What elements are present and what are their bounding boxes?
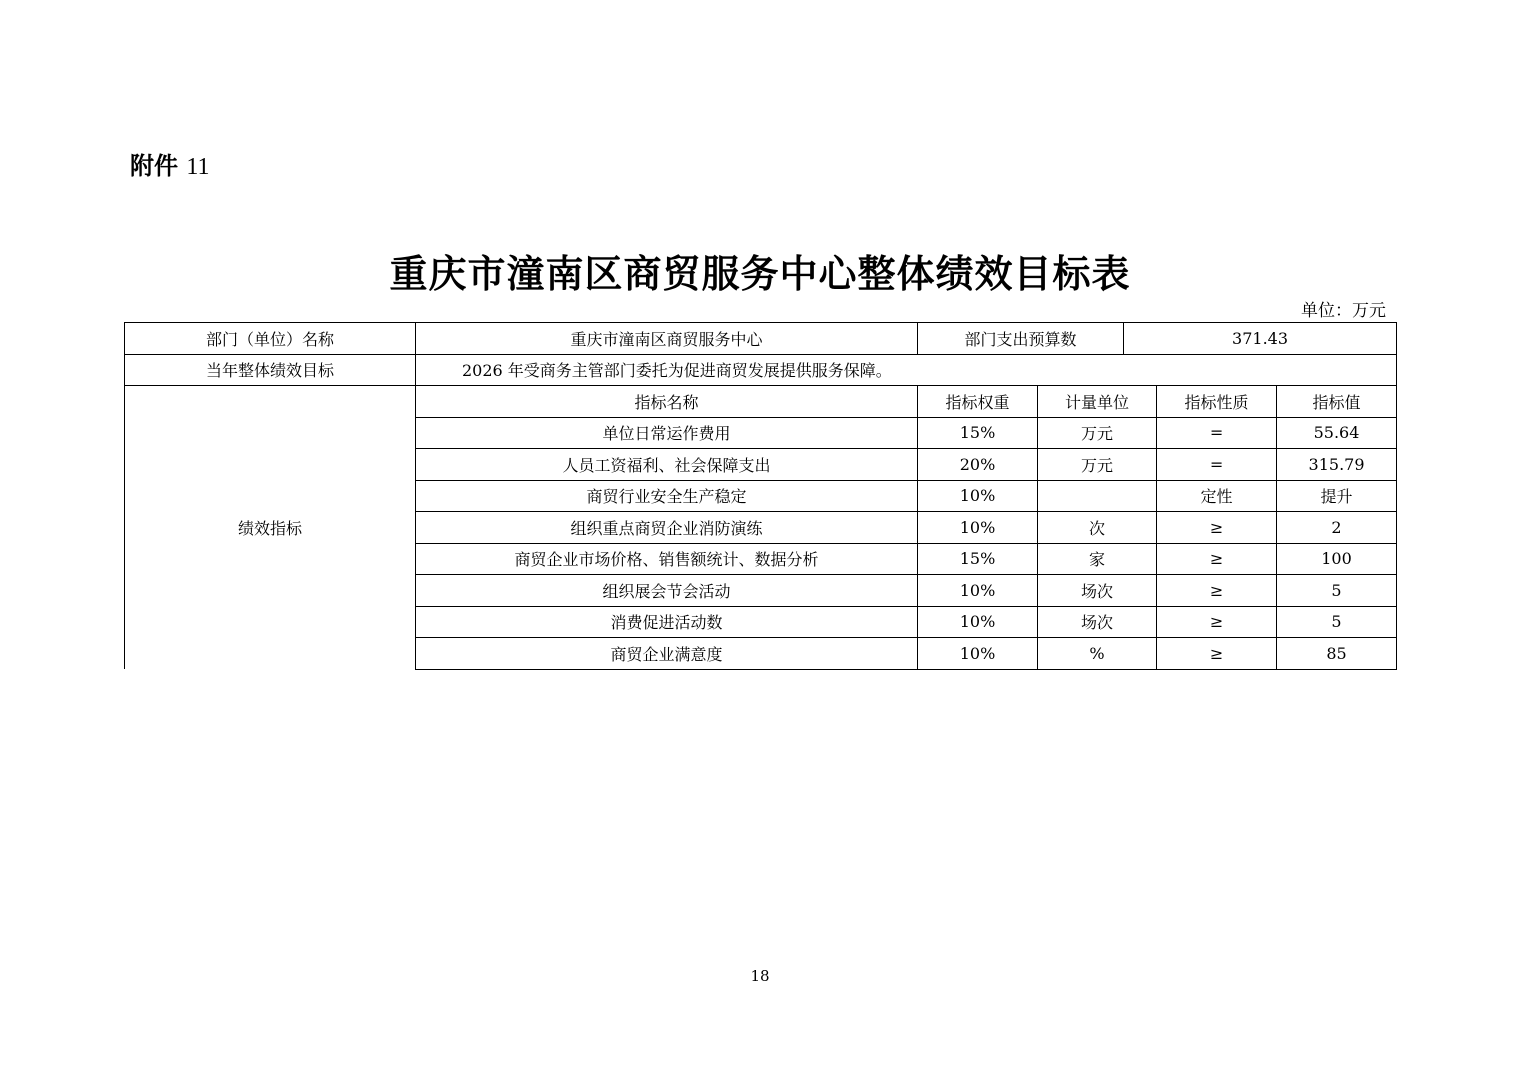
header-unit: 计量单位	[1038, 386, 1157, 418]
goal-value: 2026 年受商务主管部门委托为促进商贸发展提供服务保障。	[416, 354, 1397, 386]
attachment-label	[130, 146, 209, 181]
indicator-name: 商贸企业满意度	[416, 638, 918, 670]
indicator-name: 单位日常运作费用	[416, 417, 918, 449]
indicator-section-label: 绩效指标	[125, 386, 416, 670]
indicator-name: 商贸行业安全生产稳定	[416, 480, 918, 512]
indicator-value: 5	[1277, 606, 1397, 638]
indicator-nature: 定性	[1157, 480, 1277, 512]
indicator-header-row	[125, 386, 1397, 418]
indicator-unit: 场次	[1038, 606, 1157, 638]
page-number: 18	[750, 967, 770, 985]
indicator-unit: %	[1038, 638, 1157, 670]
indicator-weight: 20%	[918, 449, 1038, 481]
indicator-name: 组织展会节会活动	[416, 575, 918, 607]
indicator-weight: 10%	[918, 512, 1038, 544]
indicator-weight: 10%	[918, 480, 1038, 512]
unit-note: 单位：万元	[1301, 301, 1386, 321]
attachment-text: 附件	[130, 152, 178, 180]
indicator-nature: ≥	[1157, 543, 1277, 575]
indicator-nature: ≥	[1157, 638, 1277, 670]
indicator-weight: 10%	[918, 638, 1038, 670]
indicator-name: 商贸企业市场价格、销售额统计、数据分析	[416, 543, 918, 575]
indicator-name: 人员工资福利、社会保障支出	[416, 449, 918, 481]
goal-row	[125, 354, 1397, 386]
dept-value: 重庆市潼南区商贸服务中心	[416, 323, 918, 355]
budget-label: 部门支出预算数	[918, 323, 1124, 355]
header-indicator-name: 指标名称	[416, 386, 918, 418]
indicator-nature: =	[1157, 449, 1277, 481]
indicator-unit: 家	[1038, 543, 1157, 575]
indicator-name: 消费促进活动数	[416, 606, 918, 638]
indicator-nature: =	[1157, 417, 1277, 449]
indicator-weight: 15%	[918, 543, 1038, 575]
indicator-value: 85	[1277, 638, 1397, 670]
page-title: 重庆市潼南区商贸服务中心整体绩效目标表	[389, 252, 1131, 296]
performance-table	[124, 322, 1397, 670]
indicator-unit: 万元	[1038, 417, 1157, 449]
indicator-nature: ≥	[1157, 606, 1277, 638]
indicator-value: 5	[1277, 575, 1397, 607]
indicator-value: 提升	[1277, 480, 1397, 512]
indicator-unit	[1038, 480, 1157, 512]
indicator-nature: ≥	[1157, 575, 1277, 607]
indicator-weight: 15%	[918, 417, 1038, 449]
indicator-name: 组织重点商贸企业消防演练	[416, 512, 918, 544]
header-value: 指标值	[1277, 386, 1397, 418]
indicator-weight: 10%	[918, 606, 1038, 638]
header-nature: 指标性质	[1157, 386, 1277, 418]
goal-label: 当年整体绩效目标	[125, 354, 416, 386]
indicator-value: 315.79	[1277, 449, 1397, 481]
indicator-value: 55.64	[1277, 417, 1397, 449]
indicator-unit: 次	[1038, 512, 1157, 544]
dept-row	[125, 323, 1397, 355]
dept-label: 部门（单位）名称	[125, 323, 416, 355]
budget-value: 371.43	[1124, 323, 1397, 355]
indicator-unit: 场次	[1038, 575, 1157, 607]
indicator-unit: 万元	[1038, 449, 1157, 481]
indicator-nature: ≥	[1157, 512, 1277, 544]
indicator-value: 2	[1277, 512, 1397, 544]
header-weight: 指标权重	[918, 386, 1038, 418]
indicator-value: 100	[1277, 543, 1397, 575]
attachment-number: 11	[186, 154, 210, 180]
indicator-weight: 10%	[918, 575, 1038, 607]
